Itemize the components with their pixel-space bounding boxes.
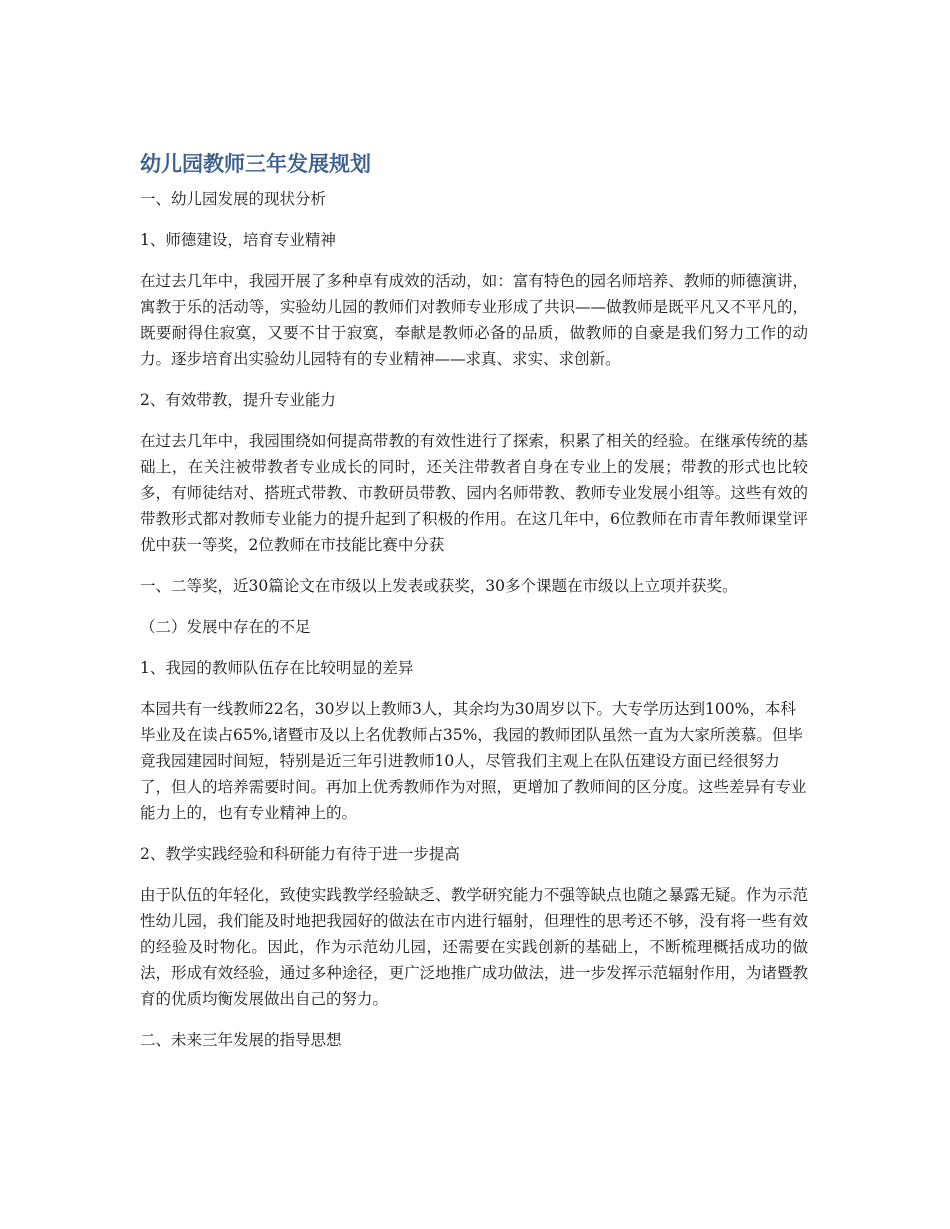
subheading-mentoring: 2、有效带教，提升专业能力 — [140, 391, 336, 409]
section-heading-current-analysis: 一、幼儿园发展的现状分析 — [140, 190, 327, 208]
paragraph-mentoring: 在过去几年中，我园围绕如何提高带教的有效性进行了探索，积累了相关的经验。在继承传统的基础上，在关注被带教者专业成长的同时，还关注带教者自身在专业上的发展；带教的形式也比较多，有师徒结对、搭班式带教、市教研员带教、园内名师带教、教师专业发展小组等。这些有效的带教形式都对教师专业能力的提升起到了积极的作用。在这几年中，6位教师在市青年教师课堂评优中获一等奖，2位教师在市技能比赛中分获 — [140, 432, 808, 554]
section-heading-shortcomings: （二）发展中存在的不足 — [140, 618, 311, 636]
subheading-staff-differences: 1、我园的教师队伍存在比较明显的差异 — [140, 659, 414, 677]
section-heading-guiding-ideology: 二、未来三年发展的指导思想 — [140, 1031, 342, 1049]
paragraph-ethics: 在过去几年中，我园开展了多种卓有成效的活动，如：富有特色的园名师培养、教师的师德演讲，寓教于乐的活动等，实验幼儿园的教师们对教师专业形成了共识——做教师是既平凡又不平凡的，既要耐得住寂寞，又要不甘于寂寞，奉献是教师必备的品质，做教师的自豪是我们努力工作的动力。逐步培育出实验幼儿园特有的专业精神——求真、求实、求创新。 — [140, 272, 808, 368]
paragraph-mentoring-continued: 一、二等奖，近30篇论文在市级以上发表或获奖，30多个课题在市级以上立项并获奖。 — [140, 577, 738, 595]
paragraph-practice-research: 由于队伍的年轻化，致使实践教学经验缺乏、教学研究能力不强等缺点也随之暴露无疑。作为示范性幼儿园，我们能及时地把我园好的做法在市内进行辐射，但理性的思考还不够，没有将一些有效的经验及时物化。因此，作为示范幼儿园，还需要在实践创新的基础上，不断梳理概括成功的做法，形成有效经验，通过多种途径，更广泛地推广成功做法，进一步发挥示范辐射作用，为诸暨教育的优质均衡发展做出自己的努力。 — [140, 886, 808, 1008]
subheading-practice-research: 2、教学实践经验和科研能力有待于进一步提高 — [140, 845, 460, 863]
subheading-ethics: 1、师德建设，培育专业精神 — [140, 231, 336, 249]
document-page — [140, 148, 808, 1068]
document-title: 幼儿园教师三年发展规划 — [140, 152, 371, 176]
paragraph-staff-differences: 本园共有一线教师22名，30岁以上教师3人，其余均为30周岁以下。大专学历达到100%，本科毕业及在读占65%,诸暨市及以上名优教师占35%，我园的教师团队虽然一直为大家所羡慕。但毕竟我园建园时间短，特别是近三年引进教师10人，尽管我们主观上在队伍建设方面已经很努力了，但人的培养需要时间。再加上优秀教师作为对照，更增加了教师间的区分度。这些差异有专业能力上的，也有专业精神上的。 — [140, 700, 807, 822]
